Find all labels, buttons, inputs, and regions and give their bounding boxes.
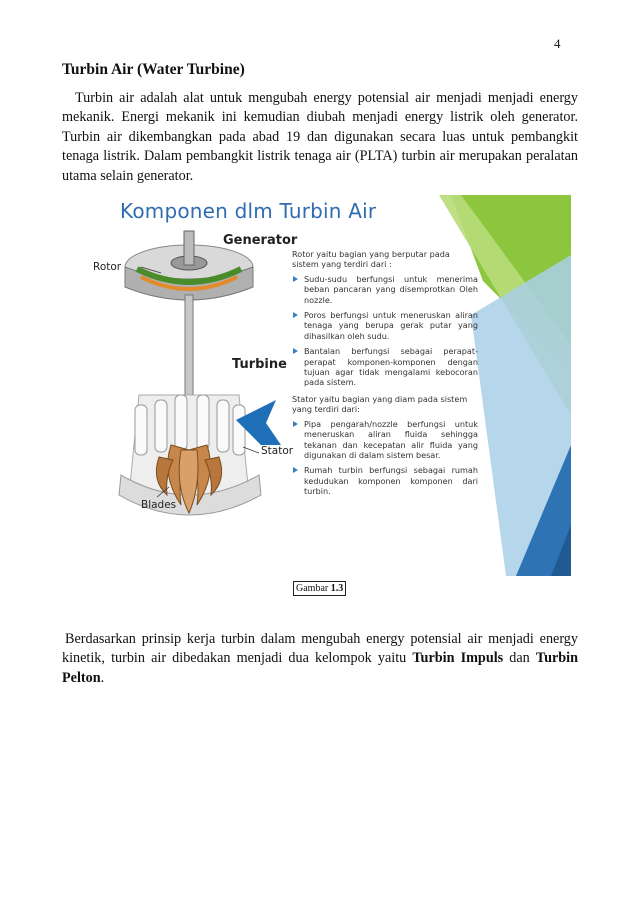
page-number: 4 <box>554 36 561 51</box>
caption-text: Gambar <box>296 583 331 594</box>
closing-text-mid: dan <box>503 650 536 667</box>
stator-item: Rumah turbin berfungsi sebagai rumah kedudukan komponen komponen dari turbin. <box>292 465 478 496</box>
turbine-figure <box>93 195 571 576</box>
caption-number: 1.3 <box>330 583 344 594</box>
section-heading: Turbin Air (Water Turbine) <box>62 61 245 78</box>
closing-text-start: Berdasarkan prinsip kerja turbin dalam mengubah energy potensial air menjadi energy kinetik, turbin air dibedakan menjadi dua kelompok yaitu <box>62 631 578 667</box>
stator-list <box>292 419 478 497</box>
component-description <box>292 249 478 503</box>
rotor-item: Poros berfungsi untuk meneruskan aliran tenaga yang berupa gerak putar yang dihasilkan oleh sudu. <box>292 310 478 341</box>
rotor-list <box>292 274 478 388</box>
stator-intro: Stator yaitu bagian yang diam pada sistem yang terdiri dari: <box>292 393 468 415</box>
closing-paragraph <box>62 630 578 688</box>
turbine-label: Turbine <box>232 357 287 372</box>
generator-label: Generator <box>223 233 298 248</box>
rotor-intro: Rotor yaitu bagian yang berputar pada sistem yang terdiri dari : <box>292 249 450 270</box>
intro-paragraph: Turbin air adalah alat untuk mengubah energy potensial air menjadi menjadi energy mekanik. Energi mekanik ini kemudian diubah menjadi energy listrik oleh generator. Turbin air dikembangkan pada abad 19 dan digunakan secara luas untuk pembangkit tenaga listrik. Dalam pembangkit listrik tenaga air (PLTA) turbin air merupakan peralatan utama selain generator. <box>62 90 578 184</box>
shaft-top <box>184 231 194 265</box>
blades-label: Blades <box>141 499 177 511</box>
figure-title: Komponen dlm Turbin Air <box>120 199 377 223</box>
rotor-label: Rotor <box>93 261 122 273</box>
figure-caption <box>293 581 346 596</box>
turbin-pelton-term: Turbin Pelton <box>62 650 578 686</box>
turbin-impuls-term: Turbin Impuls <box>412 650 504 667</box>
stator-item: Pipa pengarah/nozzle berfungsi untuk meneruskan aliran fluida sehingga tekanan dan kecepatan alir fluida yang digunakan di dalam sistem besar. <box>292 419 478 461</box>
rotor-item: Bantalan berfungsi sebagai perapat-perapat komponen-komponen dengan tujuan agar tidak mengalami kebocoran pada sistem. <box>292 346 478 388</box>
closing-text-end: . <box>100 669 105 686</box>
stator-label: Stator <box>261 445 294 457</box>
rotor-item: Sudu-sudu berfungsi untuk menerima beban pancaran yang disemprotkan Oleh nozzle. <box>292 274 478 305</box>
